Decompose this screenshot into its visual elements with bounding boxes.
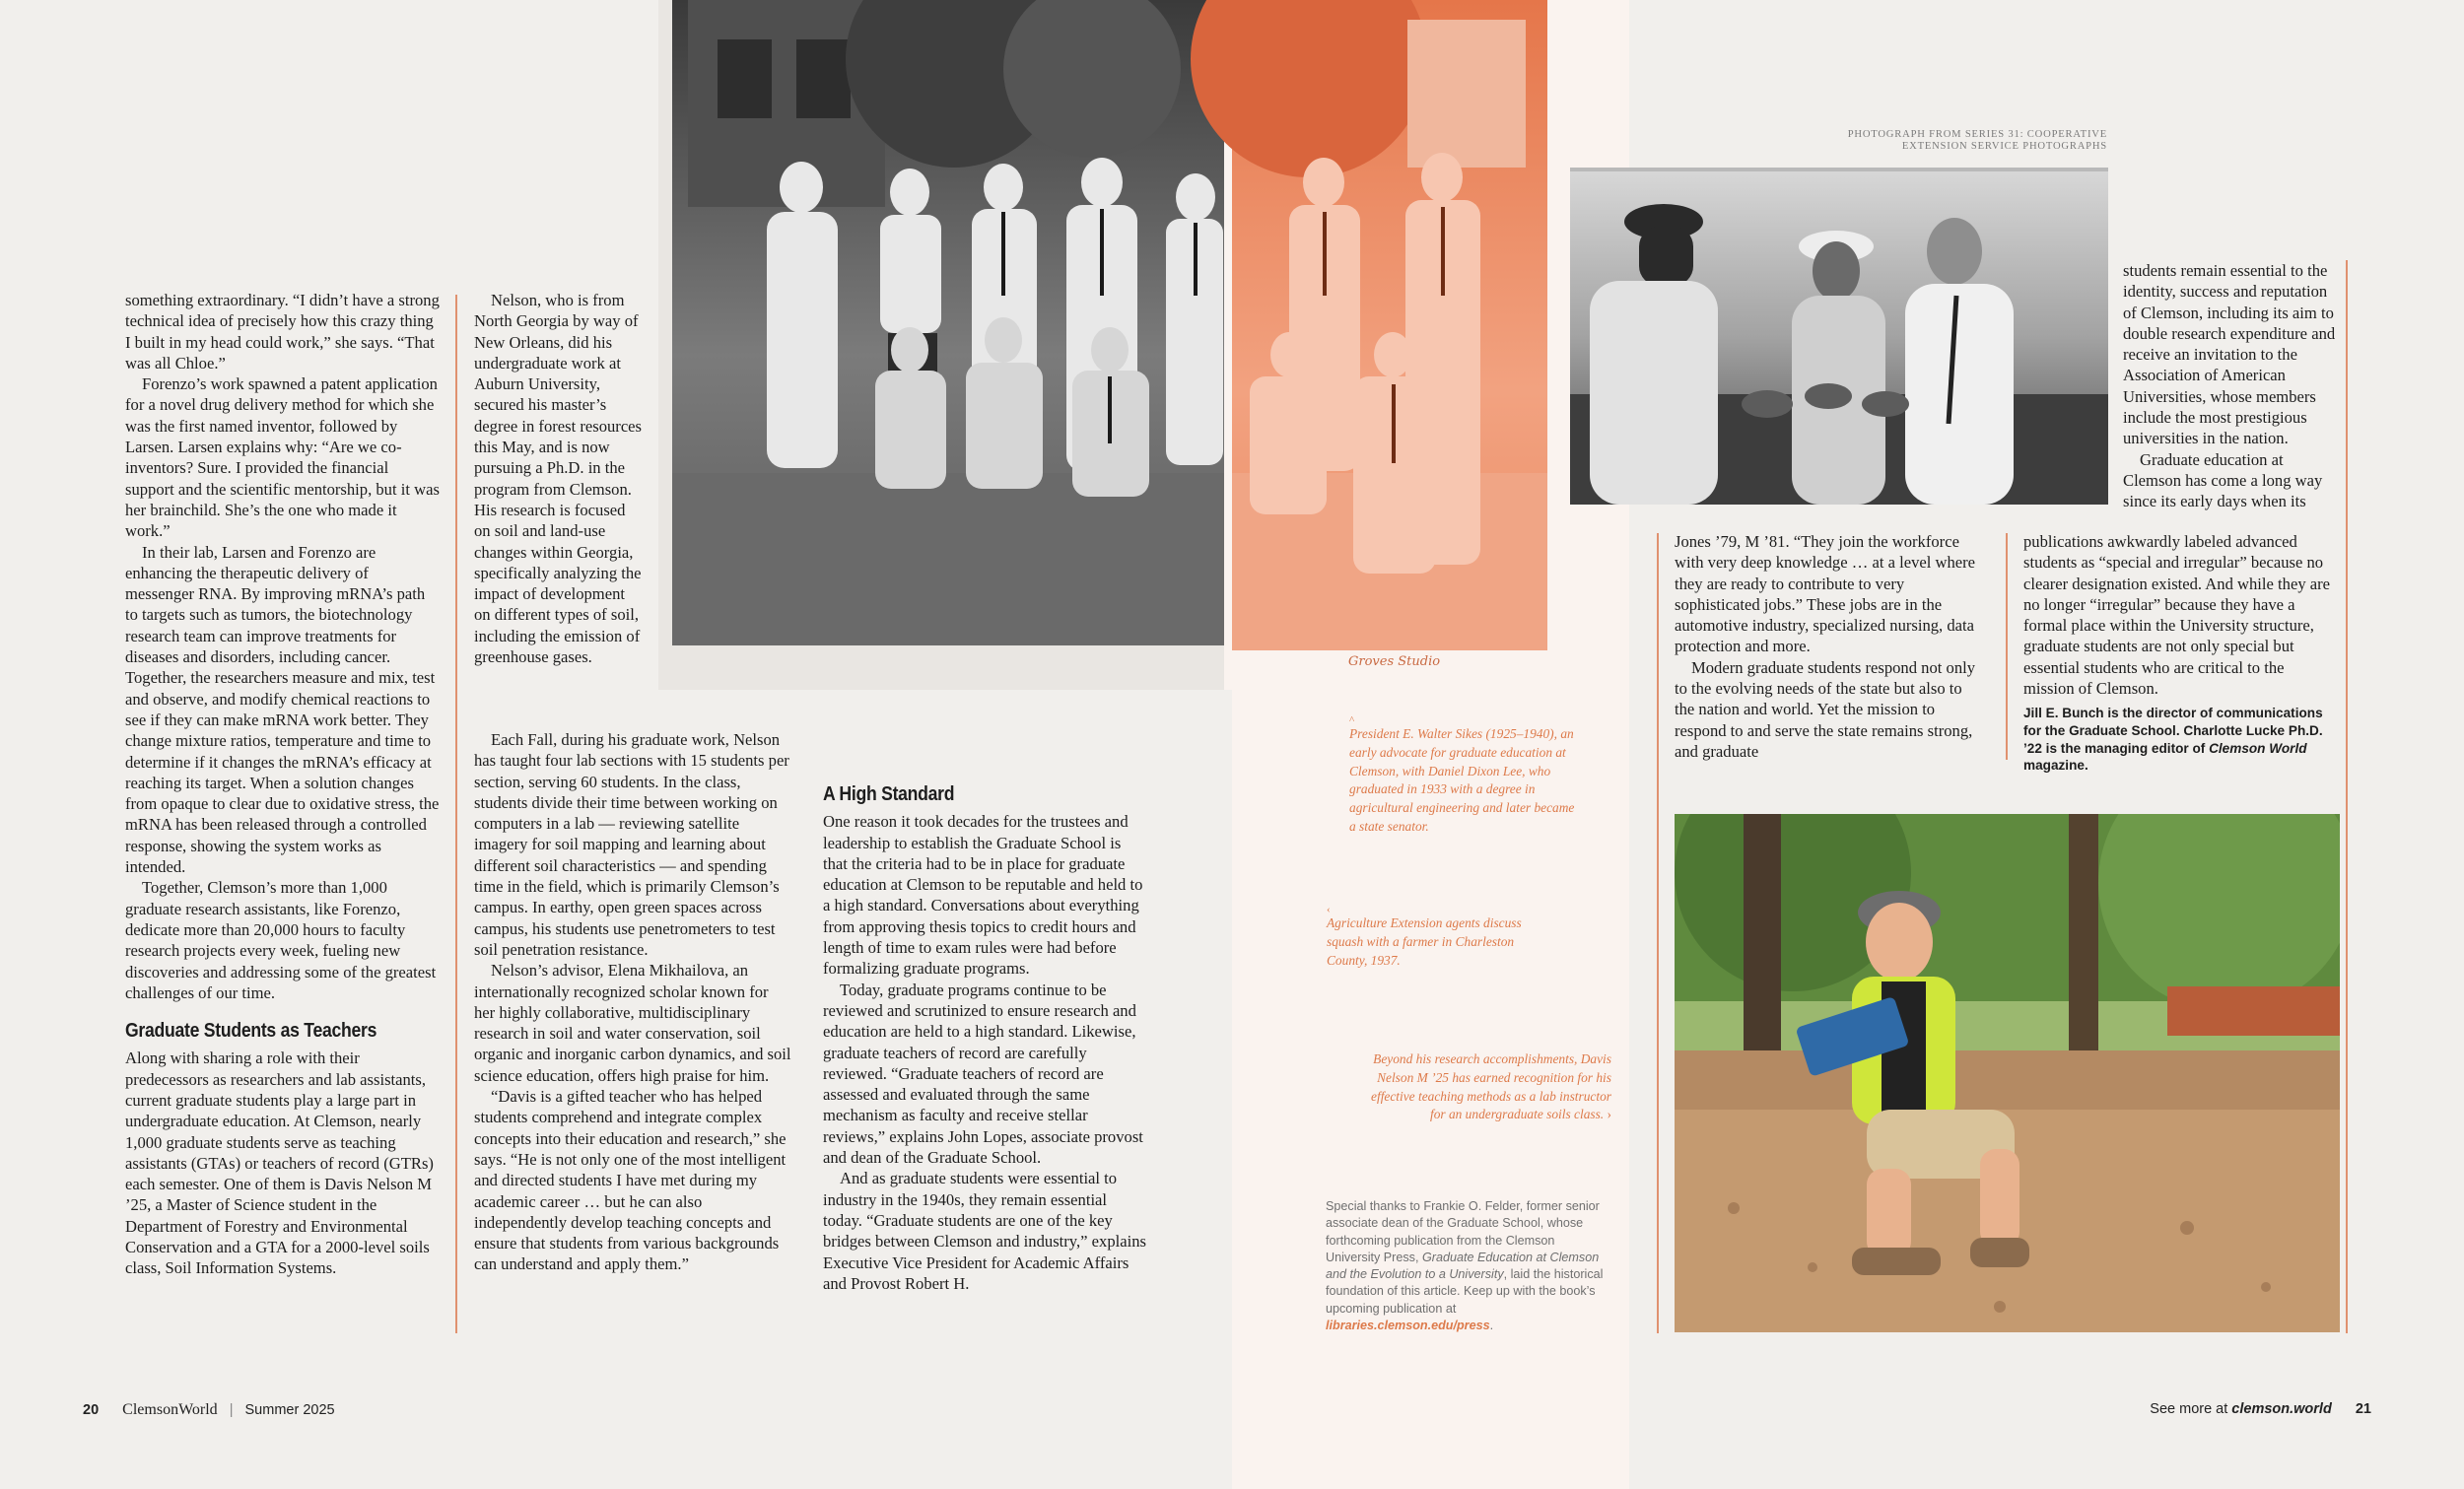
paragraph: Forenzo’s work spawned a patent application for a novel drug delivery method for which she was the first named inventor, followed by Larsen. Larsen explains why: “Are we co-inventors? Sure. I provided the financial support and the scientific mentorship, but it was her brainchild. She’s the one who made it work.”: [125, 374, 440, 541]
caption-arrow-right: ›: [1607, 1107, 1611, 1122]
caption-group-photo-text: President E. Walter Sikes (1925–1940), an early advocate for graduate education at Clemson, with Daniel Dixon Lee, who graduated in 1933 with a degree in agricultural engineering and later became a state senator.: [1349, 726, 1575, 834]
paragraph: Nelson’s advisor, Elena Mikhailova, an internationally recognized scholar known for her highly collaborative, multidisciplinary research in soil and water conservation, soil organic and inorganic carbon dynamics, and soil science education, offers high praise for him.: [474, 961, 791, 1085]
special-thanks: [1326, 1198, 1611, 1334]
paragraph: Graduate education at Clemson has come a long way since its early days when its: [2123, 449, 2323, 511]
article-column-5-wide: [2023, 531, 2331, 775]
paragraph: Each Fall, during his graduate work, Nelson has taught four lab sections with 15 students per section, serving 60 students. In the class, students divide their time between working on computers in a lab — reviewing satellite imagery for soil mapping and learning about different soil characteristics — and spending time in the field, which is primarily Clemson’s campus. In earthy, open green spaces across campus, his students use penetrometers to test soil penetration resistance.: [474, 730, 789, 959]
paragraph: Along with sharing a role with their predecessors as researchers and lab assistants, current graduate students play a large part in undergraduate education. At Clemson, nearly 1,000 graduate students serve as teaching assistants (GTAs) or teachers of record (GTRs) each semester. One of them is Davis Nelson M ’25, a Master of Science student in the Department of Forestry and Environmental Conservation and a GTA for a 2000-level soils class, Soil Information Systems.: [125, 1049, 434, 1278]
thanks-text-a: Special thanks to Frankie O. Felder, former senior associate dean of the Graduate School, whose forthcoming publication from the Clemson University Press,: [1326, 1199, 1600, 1264]
caption-student-photo: [1365, 1050, 1611, 1124]
svg-text:Groves Studio: Groves Studio: [1348, 654, 1441, 669]
page-number-left: 20: [83, 1402, 100, 1418]
thanks-book-title: Graduate Education at Clemson and the Evolution to a University: [1326, 1250, 1600, 1282]
paragraph: And as graduate students were essential to industry in the 1940s, they remain essential today. “Graduate students are one of the key bridges between Clemson and industry,” explains Executive Vice President for Academic Affairs and Provost Robert H.: [823, 1169, 1146, 1293]
caption-student-photo-text: Beyond his research accomplishments, Davis Nelson M ’25 has earned recognition for his effective teaching methods as a lab instructor for an undergraduate soils class.: [1371, 1051, 1611, 1122]
group-photo-illustration: [658, 0, 1560, 690]
paragraph: publications awkwardly labeled advanced students as “special and irregular” because no clearer designation existed. And while they are no longer “irregular” because they have a formal place within the University structure, graduate students are not only special but essential students who are critical to the mission of Clemson.: [2023, 532, 2331, 699]
article-column-2: [474, 290, 642, 667]
caption-group-photo: [1349, 716, 1580, 837]
column-rule-1: [455, 295, 457, 1333]
photo-credit: [1754, 129, 2107, 153]
student-photo-illustration: [1675, 814, 2340, 1332]
section-heading: Graduate Students as Teachers: [125, 1020, 377, 1043]
caption-agents-photo-text: Agriculture Extension agents discuss squash with a farmer in Charleston County, 1937.: [1327, 915, 1522, 968]
paragraph: something extraordinary. “I didn’t have a strong technical idea of precisely how this crazy thing I built in my head could work,” she says. “That was all Chloe.”: [125, 291, 440, 372]
article-column-4: [1675, 531, 1980, 762]
article-column-3: [823, 784, 1148, 1294]
student-photo: [1675, 814, 2340, 1332]
thanks-text-c: .: [1489, 1319, 1494, 1333]
website-link[interactable]: clemson.world: [2231, 1401, 2332, 1417]
column-rule-4: [2346, 260, 2348, 1333]
paragraph: Nelson, who is from North Georgia by way of New Orleans, did his undergraduate work at Auburn University, secured his master’s degree in forest resources this May, and is now pursuing a Ph.D. in the program from Clemson. His research is focused on soil and land-use changes within Georgia, specifically analyzing the impact of development on different types of soil, including the emission of greenhouse gases.: [474, 291, 643, 667]
footer-left: [83, 1401, 335, 1419]
paragraph: Jones ’79, M ’81. “They join the workforce with very deep knowledge … at a level where they are ready to contribute to very sophisticated jobs.” These jobs are in the automotive industry, specialized nursing, data protection and more.: [1675, 532, 1976, 656]
paragraph: In their lab, Larsen and Forenzo are enhancing the therapeutic delivery of messenger RNA. By improving mRNA’s path to targets such as tumors, the biotechnology research team can improve treatments for diseases and disorders, including cancer. Together, the researchers measure and mix, test and observe, and modify chemical reactions to see if they can make mRNA work better. They change mixture ratios, temperature and time to determine if it changes the mRNA’s efficacy at reaching its target. When a solution changes from opaque to clear due to oxidative stress, the mRNA has been released through a controlled response, showing the system works as intended.: [125, 542, 440, 877]
page-number-right: 21: [2355, 1401, 2371, 1417]
thanks-text-b: , laid the historical foundation of this article. Keep up with the book’s upcoming publication at: [1326, 1267, 1604, 1316]
caption-agents-photo: [1327, 906, 1534, 970]
group-photo: [658, 0, 1560, 690]
column-rule-2: [1657, 533, 1659, 1333]
paragraph: students remain essential to the identity, success and reputation of Clemson, including its aim to double research expenditure and receive an invitation to the Association of American Universities, whose members include the most prestigious universities in the nation.: [2123, 261, 2336, 448]
section-heading: A High Standard: [823, 783, 955, 805]
agents-photo-illustration: [1570, 168, 2108, 505]
footer-separator: |: [229, 1402, 234, 1418]
article-column-5: [2123, 260, 2342, 512]
column-rule-3: [2006, 533, 2008, 760]
bio-magazine: Clemson World: [2209, 740, 2307, 756]
article-column-1: [125, 290, 441, 1279]
footer-right: [2150, 1401, 2371, 1417]
author-bio: [2023, 705, 2331, 774]
paragraph: Together, Clemson’s more than 1,000 graduate research assistants, like Forenzo, dedicate more than 20,000 hours to faculty research projects every week, fueling new discoveries and addressing some of the greatest challenges of our time.: [125, 878, 437, 1002]
bio-text-a: Jill E. Bunch is the director of communications for the Graduate School. Charlotte Lucke Ph.D. ’22 is the managing editor of: [2023, 706, 2323, 756]
agents-photo: [1570, 168, 2108, 505]
photo-credit-line1: PHOTOGRAPH FROM SERIES 31: COOPERATIVE: [1847, 129, 2107, 140]
paragraph: “Davis is a gifted teacher who has helped students comprehend and integrate complex concepts into their education and research,” she says. “He is not only one of the most intelligent and directed students I have met during my academic career … but he can also independently develop teaching concepts and ensure that students from various backgrounds can understand and apply them.”: [474, 1087, 787, 1274]
caption-marker-up: ^: [1349, 714, 1355, 726]
paragraph: Today, graduate programs continue to be reviewed and scrutinized to ensure research and education are held to a high standard. Likewise, graduate teachers of record are carefully reviewed. “Graduate teachers of record are assessed and evaluated through the same mechanism as faculty and receive stellar reviews,” explains John Lopes, associate provost and dean of the Graduate School.: [823, 980, 1143, 1168]
article-column-2-wide: [474, 729, 792, 1275]
bio-text-b: magazine.: [2023, 758, 2088, 774]
see-more-label: See more at: [2150, 1401, 2232, 1417]
caption-marker-left: ‹: [1327, 904, 1331, 915]
thanks-link[interactable]: libraries.clemson.edu/press: [1326, 1319, 1490, 1333]
magazine-name: ClemsonWorld: [122, 1401, 218, 1418]
issue-date: Summer 2025: [244, 1402, 335, 1418]
paragraph: Modern graduate students respond not only to the evolving needs of the state but also to the nation and world. Yet the mission to respond to and serve the state remains strong, and graduate: [1675, 657, 1976, 761]
paragraph: One reason it took decades for the trustees and leadership to establish the Graduate School is that the criteria had to be in place for graduate education at Clemson to be reputable and held to a high standard. Conversations about everything from approving thesis topics to credit hours and length of time to exam rules were had before formalizing graduate programs.: [823, 812, 1143, 979]
photo-credit-line2: EXTENSION SERVICE PHOTOGRAPHS: [1901, 141, 2107, 152]
